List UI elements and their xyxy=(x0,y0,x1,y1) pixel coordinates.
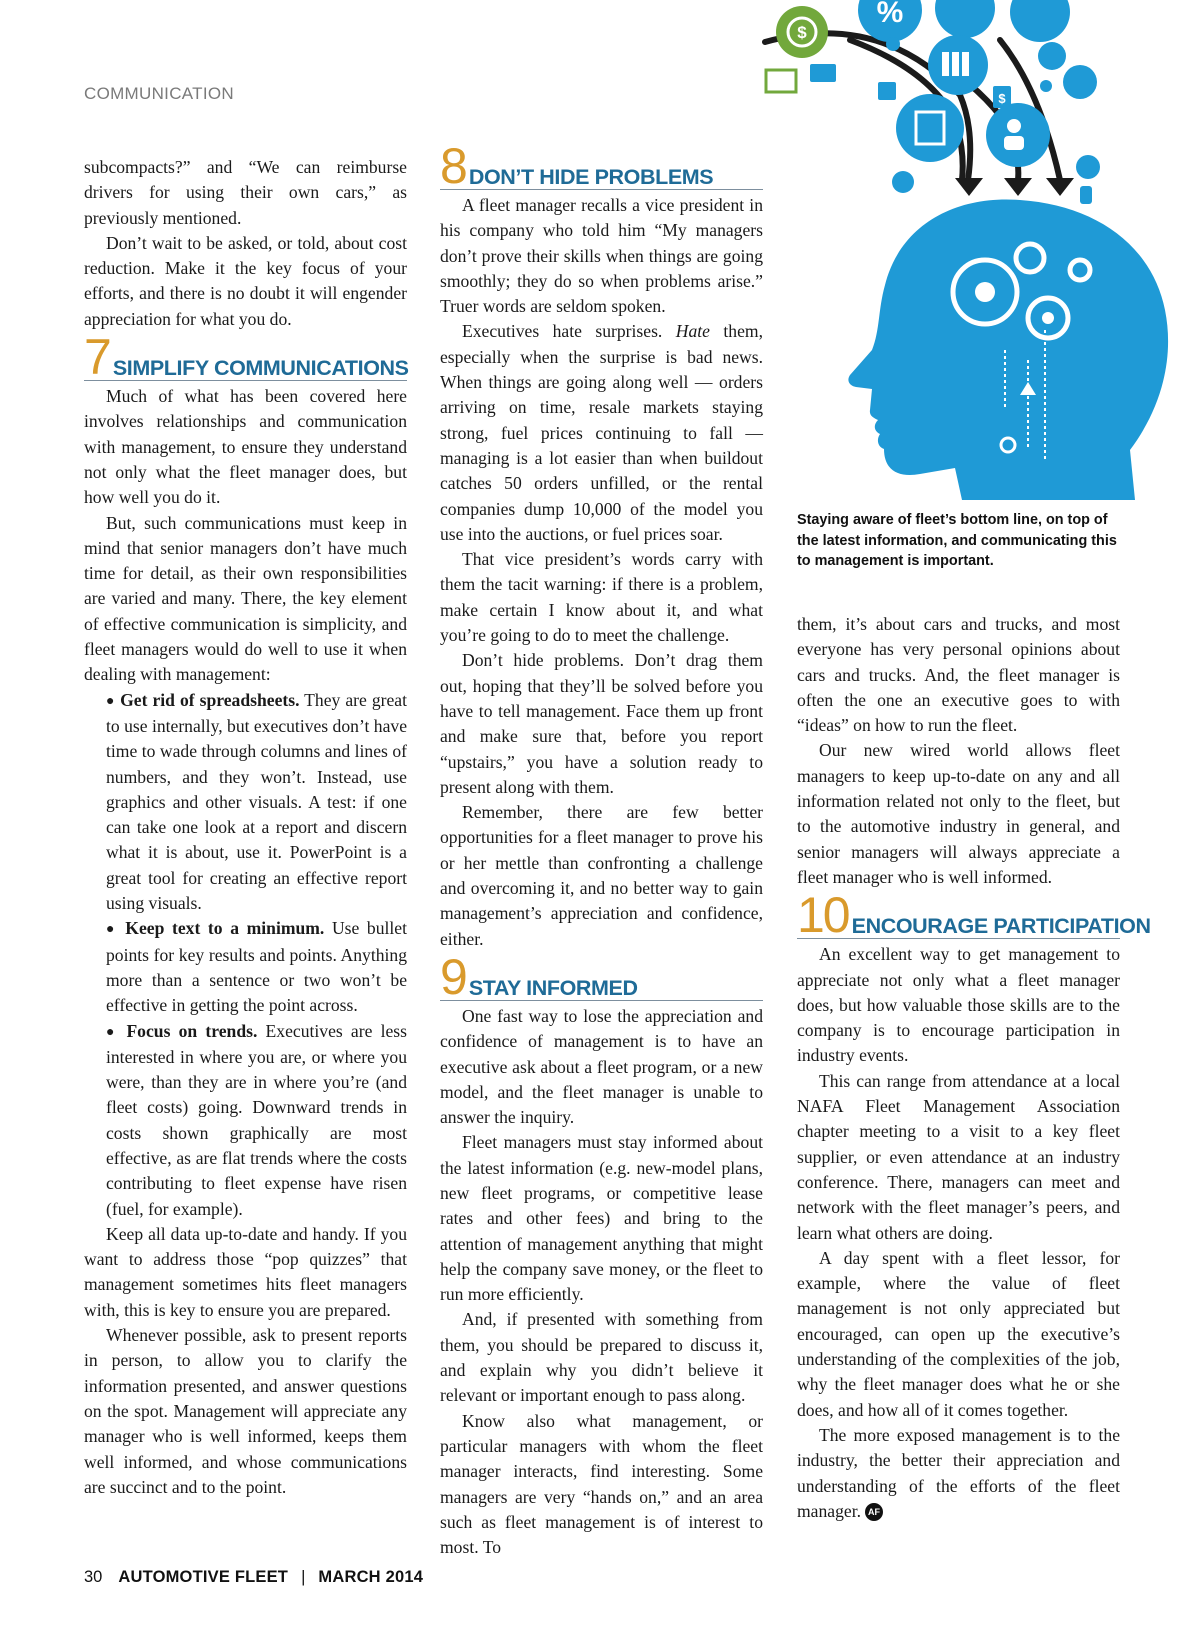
end-mark-icon: AF xyxy=(865,1503,883,1521)
page-number: 30 xyxy=(84,1568,103,1586)
section-title: SIMPLIFY COMMUNICATIONS xyxy=(112,356,409,381)
head-gears-illustration xyxy=(750,0,1200,500)
emphasis: Hate xyxy=(675,321,710,342)
bullet-lead: Keep text to a minimum. xyxy=(125,918,325,939)
paragraph: subcompacts?” and “We can reimburse drivers for using their own cars,” as previously mentioned. xyxy=(84,157,407,228)
paragraph: Remember, there are few better opportunities for a fleet manager to prove his or her mettle than confronting a challenge and overcoming it, and no better way to gain management’s appreciation and confidence, either. xyxy=(440,802,763,949)
person-small-icon xyxy=(1080,186,1092,204)
column-1 xyxy=(84,155,407,1500)
envelope-icon xyxy=(810,64,836,82)
head-silhouette xyxy=(848,199,1168,500)
paragraph xyxy=(797,1423,1120,1524)
paragraph: A day spent with a fleet lessor, for example, where the value of fleet management is not only appreciated but encouraged, can open up the executive’s understanding of the complexities of the job, why the fleet manager does what he or she does, and how all of it comes together. xyxy=(797,1247,1120,1420)
paragraph: A fleet manager recalls a vice president in his company who told him “My managers don’t prove their skills when things are going smoothly; they do so when problems arise.” Truer words are seldom spoken. xyxy=(440,195,763,317)
column-3 xyxy=(797,612,1151,1524)
figure-caption: Staying aware of fleet’s bottom line, on top of the latest information, and communicating this to management is important. xyxy=(797,512,1117,569)
text-run: The more exposed management is to the industry, the better their appreciation and understanding of the efforts of the fleet manager. xyxy=(797,1424,1120,1521)
paragraph: Fleet managers must stay informed about the latest information (e.g. new-model plans, new fleet programs, or competitive lease rates and other fees) and bring to the attention of management anything that might help the company save money, or the fleet to run more efficiently. xyxy=(440,1132,763,1305)
bullet-dot-icon: ● xyxy=(106,922,118,938)
dollar-symbol: $ xyxy=(797,23,807,42)
bullet-item xyxy=(106,688,407,917)
text-run: Executives hate surprises. xyxy=(462,321,676,342)
paragraph: Know also what management, or particular managers with whom the fleet manager interacts, find interesting. Some managers are very “hands on,” and an area such as fleet management is of interest to most. To xyxy=(440,1410,763,1558)
clock-icon xyxy=(1076,155,1100,179)
section-number: 8 xyxy=(440,138,466,194)
paragraph: Our new wired world allows fleet managers to keep up-to-date on any and all information related not only to the fleet, but to the automotive industry in general, and senior managers will always appreciate a fleet manager who is well informed. xyxy=(797,740,1120,887)
lightbulb-icon xyxy=(1063,65,1097,99)
section-number: 7 xyxy=(84,329,110,386)
chart-icon xyxy=(935,0,995,38)
issue-date: MARCH 2014 xyxy=(318,1568,424,1586)
id-card-icon xyxy=(878,82,896,100)
section-10-heading xyxy=(797,887,1151,944)
footer-separator: | xyxy=(301,1568,306,1586)
section-title: STAY INFORMED xyxy=(468,975,638,1000)
bullet-dot-icon: ● xyxy=(106,693,116,709)
paragraph: them, it’s about cars and trucks, and most everyone has very personal opinions about cars and trucks. And, the fleet manager is often the one an executive goes to with “ideas” on how to run the fleet. xyxy=(797,614,1120,736)
bullet-text: Executives are less interested in where you are, or where you were, than they are in where you’re (and fleet costs) going. Downward trends in costs shown graphically are most effective, as are flat trends where the costs contributing to fleet expense have risen (fuel, for example). xyxy=(106,1020,407,1219)
bullet-text: Use bullet points for key results and points. Anything more than a sentence or two won’t be effective in getting the point across. xyxy=(106,918,407,1016)
bullet-lead: Get rid of spreadsheets. xyxy=(120,689,300,710)
section-title: ENCOURAGE PARTICIPATION xyxy=(851,914,1151,939)
section-7-heading xyxy=(84,329,409,386)
bullet-item xyxy=(106,1019,407,1222)
paragraph: Keep all data up-to-date and handy. If you want to address those “pop quizzes” that management sometimes hits fleet managers with, this is key to ensure you are prepared. xyxy=(84,1223,407,1320)
section-number: 9 xyxy=(440,948,466,1005)
bullet-dot-icon: ● xyxy=(106,1024,119,1040)
battery-icon xyxy=(766,70,796,92)
publication-name: AUTOMOTIVE FLEET xyxy=(118,1568,289,1586)
paragraph xyxy=(440,319,763,547)
page-footer xyxy=(84,1568,423,1587)
paragraph: An excellent way to get management to appreciate not only what a fleet manager does, but how valuable those skills are to the company is to encourage participation in industry events. xyxy=(797,944,1120,1066)
section-label: COMMUNICATION xyxy=(84,84,234,103)
handshake-icon xyxy=(1038,42,1066,70)
paragraph: Don’t wait to be asked, or told, about cost reduction. Make it the key focus of your efforts, and there is no doubt it will engender appreciation for what you do. xyxy=(84,232,407,329)
column-2 xyxy=(440,138,763,1560)
bullet-text: They are great to use internally, but executives don’t have time to wade through columns and lines of numbers, and they won’t. Instead, use graphics and other visuals. A test: if one can take one look at a report and discern what it is about, use it. PowerPoint is a great tool for creating an effective report using visuals. xyxy=(106,689,407,914)
text-run: them, especially when the surprise is bad news. When things are going along well — orders arriving on time, resale markets staying strong, fuel prices continuing to fall — managing is a lot easier than when buildout catches 50 orders unfilled, or the rental companies dump 10,000 of the model you use into the auctions, or fuel prices soar. xyxy=(440,321,763,544)
paragraph: One fast way to lose the appreciation and confidence of management is to have an executive ask about a fleet program, or a new model, and the fleet manager is unable to answer the inquiry. xyxy=(440,1005,763,1128)
person-icon xyxy=(1010,0,1070,42)
section-title: DON’T HIDE PROBLEMS xyxy=(468,165,714,189)
bullet-item xyxy=(106,916,407,1018)
database-icon xyxy=(896,94,964,162)
section-9-heading xyxy=(440,948,763,1005)
paragraph: That vice president’s words carry with them the tacit warning: if there is a problem, make certain I know about it, and what you’re going to do to meet the challenge. xyxy=(440,549,763,646)
section-number: 10 xyxy=(797,887,849,944)
section-8-heading xyxy=(440,138,763,194)
paragraph: Much of what has been covered here involves relationships and communication with management, to ensure they understand not only what the fleet manager does, but how well you do it. xyxy=(84,386,407,508)
paragraph: And, if presented with something from them, you should be prepared to discuss it, and explain why you didn’t believe it relevant or important enough to pass along. xyxy=(440,1309,763,1406)
paragraph: Whenever possible, ask to present reports in person, to allow you to clarify the information presented, and answer questions on the spot. Management will appreciate any manager who is well informed, keeps them well informed, and whose communications are succinct and to the point. xyxy=(84,1325,407,1497)
small-gear-icon xyxy=(886,37,900,51)
paragraph: But, such communications must keep in mind that senior managers don’t have much time for detail, as their own responsibilities are varied and many. There, the key element of effective communication is simplicity, and fleet managers would do well to use it when dealing with management: xyxy=(84,512,407,685)
dollar-badge-icon xyxy=(892,171,914,193)
paragraph: Don’t hide problems. Don’t drag them out, hoping that they’ll be solved before you have to tell management. Face them up front and make sure that, before you report “upstairs,” you have a solution ready to present along with them. xyxy=(440,650,763,797)
user-search-icon xyxy=(986,103,1050,167)
gear-icon-right xyxy=(1040,80,1052,92)
bullet-lead: Focus on trends. xyxy=(126,1020,258,1041)
paragraph: This can range from attendance at a local NAFA Fleet Management Association chapter meeting to a visit to a key fleet supplier, or even attendance at an industry conference. There, managers can meet and network with the fleet manager’s peers, and learn what others are doing. xyxy=(797,1070,1120,1243)
dollar-doc-symbol: $ xyxy=(998,91,1006,106)
percent-symbol: % xyxy=(876,0,904,29)
